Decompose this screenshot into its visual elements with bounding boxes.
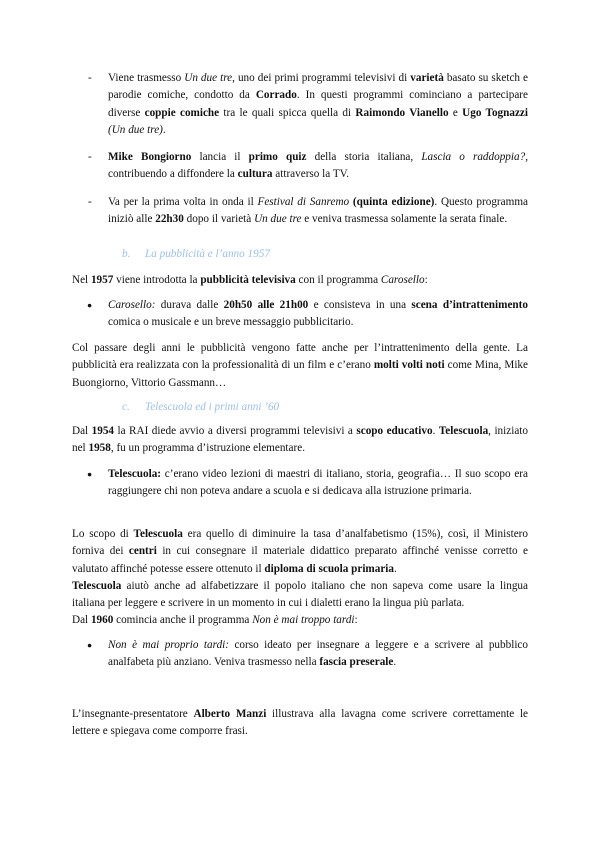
bold-text: Telescuola <box>72 580 122 592</box>
italic-text: Un due tre <box>254 213 302 226</box>
text-run: durava dalle <box>155 299 224 311</box>
text-run: , uno dei primi programmi televisivi di <box>232 72 411 84</box>
bold-text: 1958 <box>88 442 111 455</box>
bullet-list-carosello <box>72 297 528 332</box>
dash-list <box>72 70 528 228</box>
text-run: Lo scopo di <box>72 528 134 540</box>
bold-text: (quinta edizione) <box>352 195 435 208</box>
bold-text: Telescuola: <box>108 468 162 480</box>
text-run: comica o musicale e un breve messaggio pubblicitario. <box>108 316 354 329</box>
bold-text: scena d’intrattenimento <box>411 299 528 311</box>
text-run: in cui consegnare il materiale didattico preparato affinché venisse corretto e valutato affinché potesse essere ottenuto il <box>72 545 528 575</box>
bullet-item <box>72 637 528 672</box>
paragraph-manzi <box>72 706 528 741</box>
bold-text: 20h50 alle 21h00 <box>223 299 309 311</box>
bold-text: scopo educativo <box>356 425 433 437</box>
text-run: la RAI diede avvio a diversi programmi televisivi a <box>114 425 357 437</box>
text-run: Dal <box>72 425 92 437</box>
bold-text: coppie comiche <box>144 106 220 119</box>
italic-text: Un due tre <box>184 72 233 84</box>
text-run: aiutò anche ad alfabetizzare il popolo italiano che non sapeva come usare la lingua italiana per leggere e scrivere in un momento in cui i dialetti erano la lingua più parlata. <box>72 580 528 610</box>
bold-text: primo quiz <box>248 151 307 164</box>
text-run: . <box>393 656 397 669</box>
section-title: La pubblicità e l’anno 1957 <box>145 248 270 260</box>
text-run: come Mina, Mike Buongiorno, Vittorio Gassmann… <box>72 359 528 389</box>
text-run: e consisteva in una <box>308 299 412 311</box>
italic-text: Festival di Sanremo <box>257 195 350 208</box>
italic-text: Lascia o raddoppia? <box>421 151 526 164</box>
text-run: : <box>354 614 358 626</box>
section-title: Telescuola ed i primi anni ’60 <box>145 401 280 413</box>
text-run: e veniva trasmessa solamente la serata finale. <box>301 213 508 226</box>
paragraph-1960 <box>72 612 528 629</box>
text-run: illustrava alla lavagna come scrivere correttamente le lettere e spiegava come comporre frasi. <box>72 708 529 738</box>
text-run: lancia il <box>191 151 249 164</box>
text-run: L’insegnante-presentatore <box>72 708 194 720</box>
bold-text: 1960 <box>90 614 114 626</box>
bullet-item <box>72 466 528 501</box>
section-heading-c <box>122 399 279 416</box>
text-run: con il programma <box>295 274 381 286</box>
bold-text: Raimondo Vianello <box>355 106 449 119</box>
bold-text: centri <box>128 545 157 558</box>
bold-text: Ugo Tognazzi <box>462 106 529 119</box>
text-run: , iniziato nel <box>72 425 529 455</box>
paragraph-scopo <box>72 526 528 578</box>
text-run: corso ideato per insegnare a leggere e a scrivere al pubblico analfabeta più anziano. Veniva trasmesso nella <box>108 639 528 669</box>
text-run: basato su sketch e parodie comiche, condotto da <box>108 72 529 102</box>
text-run: Va per la prima volta in onda il <box>108 195 258 208</box>
text-run: , fu un programma d’istruzione elementare. <box>110 442 305 455</box>
bold-text: cultura <box>237 168 273 181</box>
text-run: era quello di diminuire la tasa d’analfabetismo (15%), così, il Ministero forniva dei <box>72 528 528 558</box>
text-run: . <box>432 425 439 437</box>
text-run: e <box>448 106 463 119</box>
bold-text: Mike Bongiorno <box>108 151 192 164</box>
paragraph-1954 <box>72 423 528 458</box>
text-run: c’erano video lezioni di maestri di italiano, storia, geografia… Il suo scopo era raggiungere chi non poteva andare a scuola e si dedicava alla istruzione primaria. <box>108 468 528 498</box>
section-letter: c. <box>122 401 130 413</box>
section-letter: b. <box>122 248 131 260</box>
bold-text: fascia preserale <box>319 656 394 669</box>
text-run: comincia anche il programma <box>113 614 253 626</box>
bold-text: pubblicità televisiva <box>200 274 296 286</box>
italic-text: (Un due tre) <box>108 123 163 136</box>
italic-text: Non è mai troppo tardi <box>252 614 355 626</box>
bold-text: Corrado <box>255 89 297 102</box>
dash-list-item <box>72 149 528 184</box>
bold-text: Telescuola <box>438 425 489 437</box>
paragraph-1957 <box>72 272 528 289</box>
text-run: . Questo programma iniziò alle <box>108 195 528 226</box>
text-run: tra le quali spicca quella di <box>219 106 356 119</box>
text-run: Col passare degli anni le pubblicità vengono fatte anche per l’intrattenimento della gente. La pubblicità era realizzata con la professionalità di un film e c’erano <box>72 342 528 372</box>
dash-list-item <box>72 70 528 139</box>
paragraph-alfabetizzare <box>72 578 528 613</box>
bold-text: 1957 <box>90 274 114 286</box>
bold-text: Alberto Manzi <box>193 708 267 720</box>
italic-text: Non è mai proprio tardi: <box>108 639 229 651</box>
bullet-item <box>72 297 528 332</box>
italic-text: Carosello: <box>108 299 156 311</box>
text-run: Viene trasmesso <box>108 72 185 84</box>
bold-text: diploma di scuola primaria <box>264 562 395 575</box>
text-run: dopo il varietà <box>183 213 255 226</box>
bold-text: Telescuola <box>133 528 183 540</box>
bold-text: varietà <box>410 72 444 84</box>
text-run: . <box>162 123 166 136</box>
bullet-list-non-e-mai <box>72 637 528 672</box>
text-run: attraverso la TV. <box>272 168 350 181</box>
text-run: . In questi programmi cominciano a partecipare diverse <box>108 89 529 119</box>
bold-text: molti volti noti <box>373 359 445 372</box>
text-run: della storia italiana, <box>306 151 422 164</box>
bold-text: 22h30 <box>155 213 184 226</box>
paragraph-pubblicita <box>72 340 528 392</box>
bullet-list-telescuola <box>72 466 528 501</box>
section-heading-b <box>122 246 270 263</box>
text-run: viene introdotta la <box>113 274 201 286</box>
text-run: : <box>424 274 428 286</box>
text-run: Dal <box>72 614 91 626</box>
italic-text: Carosello <box>380 274 425 286</box>
text-run: . <box>394 562 397 575</box>
text-run: Nel <box>72 274 91 286</box>
text-run: , contribuendo a diffondere la <box>108 151 528 181</box>
bold-text: 1954 <box>91 425 115 437</box>
dash-list-item <box>72 194 528 229</box>
